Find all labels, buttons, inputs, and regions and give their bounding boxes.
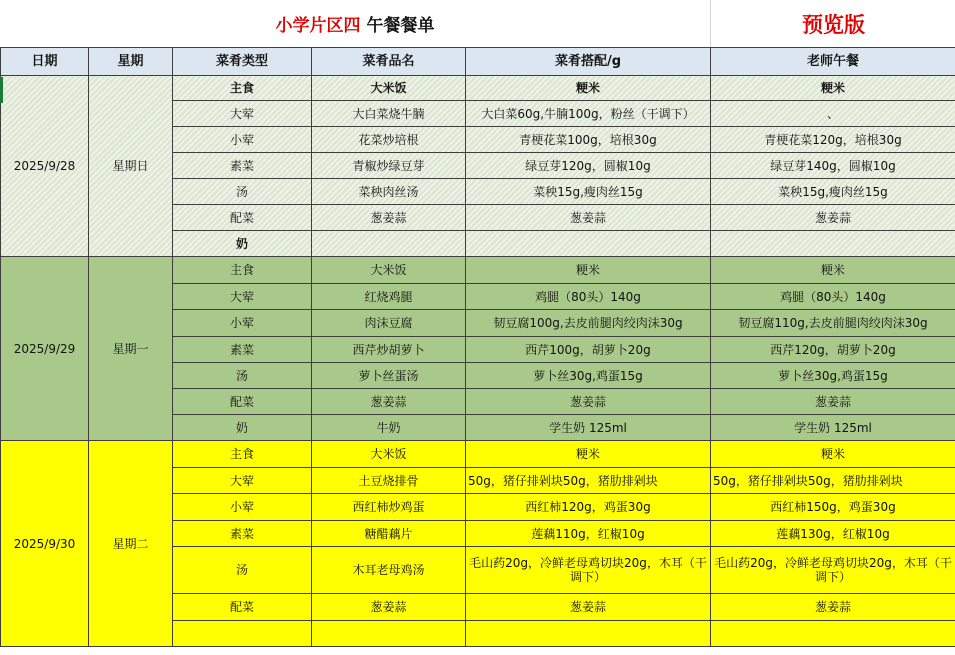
dish-cell[interactable]: 葱姜蒜: [312, 389, 466, 415]
teacher-cell[interactable]: 韧豆腐110g,去皮前腿肉绞肉沫30g: [711, 310, 955, 337]
dish-cell[interactable]: 土豆烧排骨: [312, 468, 466, 494]
teacher-cell[interactable]: 葱姜蒜: [711, 594, 955, 621]
weekday-cell[interactable]: 星期二: [89, 441, 173, 647]
dish-cell[interactable]: 青椒炒绿豆芽: [312, 153, 466, 179]
type-cell[interactable]: 配菜: [173, 205, 312, 231]
combo-cell[interactable]: 鸡腿（80头）140g: [466, 284, 711, 310]
dish-cell[interactable]: 牛奶: [312, 415, 466, 441]
title-district: 小学片区四: [275, 16, 361, 36]
combo-cell[interactable]: 莲藕110g，红椒10g: [466, 521, 711, 547]
teacher-cell[interactable]: 青梗花菜120g，培根30g: [711, 127, 955, 153]
type-cell[interactable]: [173, 621, 312, 647]
combo-cell[interactable]: 学生奶 125ml: [466, 415, 711, 441]
type-cell[interactable]: 主食: [173, 76, 312, 101]
type-cell[interactable]: 素菜: [173, 337, 312, 363]
dish-cell[interactable]: 葱姜蒜: [312, 205, 466, 231]
date-cell[interactable]: 2025/9/29: [1, 257, 89, 441]
teacher-cell[interactable]: 葱姜蒜: [711, 389, 955, 415]
combo-cell[interactable]: 大白菜60g,牛腩100g，粉丝（干调下）: [466, 101, 711, 127]
header-date[interactable]: 日期: [1, 48, 89, 76]
teacher-cell[interactable]: 50g，猪仔排剁块50g，猪肋排剁块: [711, 468, 955, 494]
combo-cell[interactable]: [466, 231, 711, 257]
type-cell[interactable]: 汤: [173, 363, 312, 389]
date-cell[interactable]: 2025/9/28: [1, 76, 89, 257]
combo-cell[interactable]: 50g，猪仔排剁块50g，猪肋排剁块: [466, 468, 711, 494]
combo-cell[interactable]: 绿豆芽120g，圆椒10g: [466, 153, 711, 179]
dish-cell[interactable]: 肉沫豆腐: [312, 310, 466, 337]
teacher-cell[interactable]: 学生奶 125ml: [711, 415, 955, 441]
title-menu: 午餐餐单: [366, 16, 435, 36]
header-dish-type[interactable]: 菜肴类型: [173, 48, 312, 76]
dish-cell[interactable]: [312, 621, 466, 647]
weekday-cell[interactable]: 星期一: [89, 257, 173, 441]
teacher-cell[interactable]: 粳米: [711, 441, 955, 468]
dish-cell[interactable]: [312, 231, 466, 257]
type-cell[interactable]: 素菜: [173, 521, 312, 547]
title-row: [0, 0, 955, 48]
type-cell[interactable]: 配菜: [173, 594, 312, 621]
type-cell[interactable]: 小荤: [173, 310, 312, 337]
table-row: [1, 441, 955, 468]
dish-cell[interactable]: 葱姜蒜: [312, 594, 466, 621]
combo-cell[interactable]: [466, 621, 711, 647]
dish-cell[interactable]: 大米饭: [312, 441, 466, 468]
combo-cell[interactable]: 葱姜蒜: [466, 389, 711, 415]
type-cell[interactable]: 配菜: [173, 389, 312, 415]
type-cell[interactable]: 主食: [173, 441, 312, 468]
type-cell[interactable]: 素菜: [173, 153, 312, 179]
type-cell[interactable]: 汤: [173, 179, 312, 205]
type-cell[interactable]: 大荤: [173, 284, 312, 310]
combo-cell[interactable]: 粳米: [466, 441, 711, 468]
combo-cell[interactable]: 青梗花菜100g，培根30g: [466, 127, 711, 153]
teacher-cell[interactable]: 绿豆芽140g，圆椒10g: [711, 153, 955, 179]
dish-cell[interactable]: 西红柿炒鸡蛋: [312, 494, 466, 521]
combo-cell[interactable]: 粳米: [466, 257, 711, 284]
dish-cell[interactable]: 花菜炒培根: [312, 127, 466, 153]
combo-cell[interactable]: 粳米: [466, 76, 711, 101]
combo-cell[interactable]: 西红柿120g，鸡蛋30g: [466, 494, 711, 521]
combo-cell[interactable]: 菜秧15g,瘦肉丝15g: [466, 179, 711, 205]
dish-cell[interactable]: 西芹炒胡萝卜: [312, 337, 466, 363]
teacher-cell[interactable]: 西红柿150g，鸡蛋30g: [711, 494, 955, 521]
teacher-cell[interactable]: 葱姜蒜: [711, 205, 955, 231]
header-combo[interactable]: 菜肴搭配/g: [466, 48, 711, 76]
teacher-cell[interactable]: 、: [711, 101, 955, 127]
dish-cell[interactable]: 萝卜丝蛋汤: [312, 363, 466, 389]
teacher-cell[interactable]: 莲藕130g，红椒10g: [711, 521, 955, 547]
header-dish-name[interactable]: 菜肴品名: [312, 48, 466, 76]
teacher-cell[interactable]: 粳米: [711, 76, 955, 101]
combo-cell[interactable]: 葱姜蒜: [466, 205, 711, 231]
table-row: [1, 76, 955, 101]
weekday-cell[interactable]: 星期日: [89, 76, 173, 257]
dish-cell[interactable]: 菜秧肉丝汤: [312, 179, 466, 205]
dish-cell[interactable]: 大米饭: [312, 76, 466, 101]
table-row: [1, 257, 955, 284]
teacher-cell[interactable]: 萝卜丝30g,鸡蛋15g: [711, 363, 955, 389]
dish-cell[interactable]: 红烧鸡腿: [312, 284, 466, 310]
header-weekday[interactable]: 星期: [89, 48, 173, 76]
teacher-cell[interactable]: 鸡腿（80头）140g: [711, 284, 955, 310]
type-cell[interactable]: 主食: [173, 257, 312, 284]
teacher-cell[interactable]: 毛山药20g，冷鲜老母鸡切块20g，木耳（干调下）: [711, 547, 955, 594]
date-cell[interactable]: 2025/9/30: [1, 441, 89, 647]
preview-label[interactable]: 预览版: [710, 0, 955, 47]
type-cell[interactable]: 大荤: [173, 101, 312, 127]
combo-cell[interactable]: 韧豆腐100g,去皮前腿肉绞肉沫30g: [466, 310, 711, 337]
header-teacher[interactable]: 老师午餐: [711, 48, 955, 76]
teacher-cell[interactable]: 西芹120g，胡萝卜20g: [711, 337, 955, 363]
teacher-cell[interactable]: [711, 621, 955, 647]
type-cell[interactable]: 大荤: [173, 468, 312, 494]
type-cell[interactable]: 小荤: [173, 494, 312, 521]
selection-indicator: [0, 77, 3, 103]
menu-table: [0, 47, 955, 647]
type-cell[interactable]: 汤: [173, 547, 312, 594]
dish-cell[interactable]: 大米饭: [312, 257, 466, 284]
teacher-cell[interactable]: [711, 231, 955, 257]
teacher-cell[interactable]: 菜秧15g,瘦肉丝15g: [711, 179, 955, 205]
combo-cell[interactable]: 西芹100g，胡萝卜20g: [466, 337, 711, 363]
header-row: [1, 48, 955, 76]
type-cell[interactable]: 小荤: [173, 127, 312, 153]
combo-cell[interactable]: 葱姜蒜: [466, 594, 711, 621]
combo-cell[interactable]: 萝卜丝30g,鸡蛋15g: [466, 363, 711, 389]
type-cell[interactable]: 奶: [173, 231, 312, 257]
teacher-cell[interactable]: 粳米: [711, 257, 955, 284]
dish-cell[interactable]: 大白菜烧牛腩: [312, 101, 466, 127]
type-cell[interactable]: 奶: [173, 415, 312, 441]
dish-cell[interactable]: 木耳老母鸡汤: [312, 547, 466, 594]
sheet-title[interactable]: [0, 0, 710, 47]
dish-cell[interactable]: 糖醋藕片: [312, 521, 466, 547]
combo-cell[interactable]: 毛山药20g，冷鲜老母鸡切块20g，木耳（干调下）: [466, 547, 711, 594]
